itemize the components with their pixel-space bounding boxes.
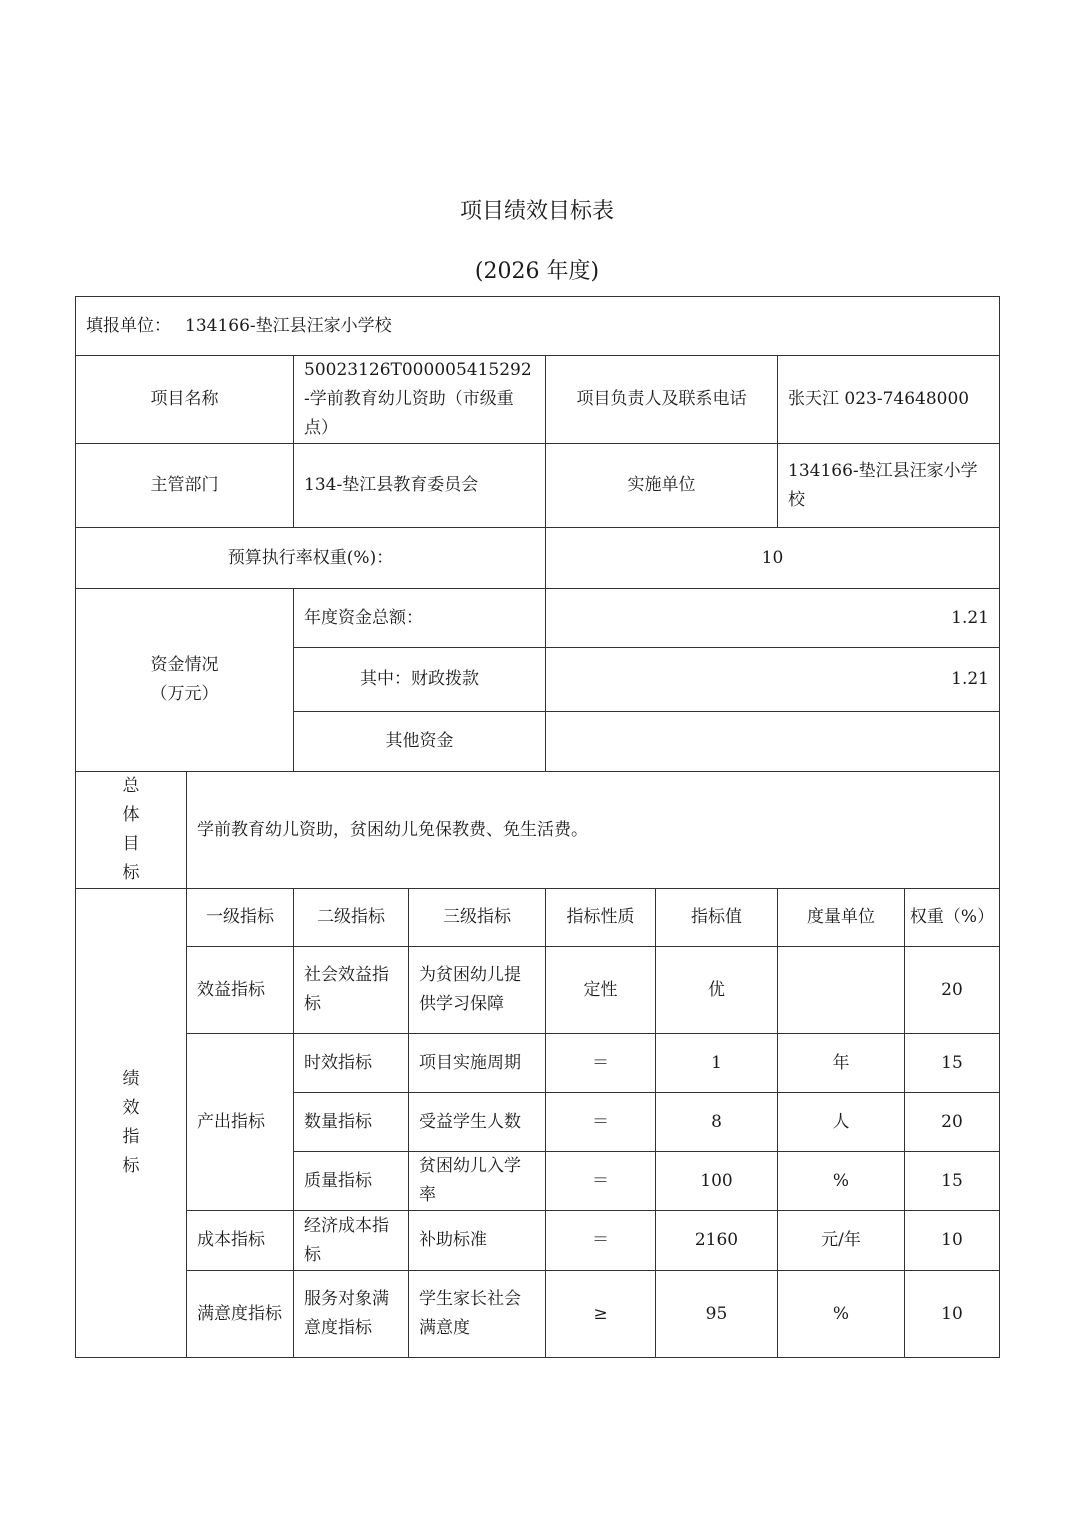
project-lead-label: 项目负责人及联系电话	[545, 355, 778, 444]
implementer-value: 134166-垫江县汪家小学校	[777, 443, 1000, 528]
document-subtitle: (2026 年度)	[474, 259, 600, 284]
performance-char: 绩	[122, 1069, 140, 1089]
nature-cell: ＝	[545, 1092, 656, 1152]
department-label: 主管部门	[75, 443, 294, 528]
level2-cell: 时效指标	[293, 1033, 409, 1093]
project-lead-value: 张天江 023-74648000	[777, 355, 1000, 444]
funds-label: 资金情况	[150, 655, 219, 675]
budget-weight-label: 预算执行率权重(%)：	[75, 527, 546, 589]
unit-cell: %	[777, 1151, 905, 1211]
level1-satisfaction: 满意度指标	[186, 1270, 294, 1358]
performance-char: 指	[122, 1127, 140, 1147]
overall-goal-char: 总	[122, 776, 140, 796]
performance-char: 标	[122, 1156, 140, 1176]
project-name-label: 项目名称	[75, 355, 294, 444]
reporting-unit-row	[75, 296, 1000, 356]
value-cell: 2160	[655, 1210, 778, 1271]
weight-cell: 15	[904, 1151, 1000, 1211]
overall-goal-char: 目	[122, 834, 140, 854]
nature-cell: ＝	[545, 1033, 656, 1093]
nature-cell: 定性	[545, 946, 656, 1034]
value-cell: 95	[655, 1270, 778, 1358]
header-unit: 度量单位	[777, 888, 905, 947]
unit-cell: 元/年	[777, 1210, 905, 1271]
header-weight: 权重（%）	[904, 888, 1000, 947]
weight-cell: 10	[904, 1210, 1000, 1271]
value-cell: 100	[655, 1151, 778, 1211]
level3-cell: 贫困幼儿入学率	[408, 1151, 546, 1211]
weight-cell: 15	[904, 1033, 1000, 1093]
project-name-value: 50023126T000005415292-学前教育幼儿资助（市级重点）	[293, 355, 546, 444]
level2-cell: 质量指标	[293, 1151, 409, 1211]
budget-weight-value: 10	[545, 527, 1000, 589]
level1-benefit: 效益指标	[186, 946, 294, 1034]
reporting-unit-label: 填报单位：	[86, 315, 171, 336]
nature-cell: ≥	[545, 1270, 656, 1358]
nature-cell: ＝	[545, 1151, 656, 1211]
funds-unit: （万元）	[150, 684, 219, 704]
value-cell: 1	[655, 1033, 778, 1093]
unit-cell: 人	[777, 1092, 905, 1152]
header-level3: 三级指标	[408, 888, 546, 947]
overall-goal-char: 体	[122, 805, 140, 825]
value-cell: 8	[655, 1092, 778, 1152]
funds-other-label: 其他资金	[293, 711, 546, 772]
performance-char: 效	[122, 1098, 140, 1118]
weight-cell: 20	[904, 1092, 1000, 1152]
performance-label	[75, 888, 187, 1358]
overall-goal-label	[75, 771, 187, 889]
level2-cell: 经济成本指标	[293, 1210, 409, 1271]
weight-cell: 20	[904, 946, 1000, 1034]
level1-cost: 成本指标	[186, 1210, 294, 1271]
unit-cell: 年	[777, 1033, 905, 1093]
funds-total-label: 年度资金总额：	[293, 588, 546, 648]
unit-cell	[777, 946, 905, 1034]
header-value: 指标值	[655, 888, 778, 947]
funds-fiscal-label: 其中：财政拨款	[293, 647, 546, 712]
level3-cell: 学生家长社会满意度	[408, 1270, 546, 1358]
overall-goal-value: 学前教育幼儿资助，贫困幼儿免保教费、免生活费。	[186, 771, 1000, 889]
nature-cell: ＝	[545, 1210, 656, 1271]
weight-cell: 10	[904, 1270, 1000, 1358]
header-level1: 一级指标	[186, 888, 294, 947]
level3-cell: 补助标准	[408, 1210, 546, 1271]
funds-other-value	[545, 711, 1000, 772]
level3-cell: 为贫困幼儿提供学习保障	[408, 946, 546, 1034]
level2-cell: 社会效益指标	[293, 946, 409, 1034]
value-cell: 优	[655, 946, 778, 1034]
header-nature: 指标性质	[545, 888, 656, 947]
level2-cell: 数量指标	[293, 1092, 409, 1152]
funds-total-value: 1.21	[545, 588, 1000, 648]
funds-fiscal-value: 1.21	[545, 647, 1000, 712]
funds-label-cell	[75, 588, 294, 772]
level2-cell: 服务对象满意度指标	[293, 1270, 409, 1358]
overall-goal-char: 标	[122, 863, 140, 883]
department-value: 134-垫江县教育委员会	[293, 443, 546, 528]
level3-cell: 受益学生人数	[408, 1092, 546, 1152]
implementer-label: 实施单位	[545, 443, 778, 528]
document-title: 项目绩效目标表	[459, 199, 614, 224]
header-level2: 二级指标	[293, 888, 409, 947]
level3-cell: 项目实施周期	[408, 1033, 546, 1093]
unit-cell: %	[777, 1270, 905, 1358]
level1-output: 产出指标	[186, 1033, 294, 1211]
reporting-unit-value: 134166-垫江县汪家小学校	[185, 315, 392, 336]
